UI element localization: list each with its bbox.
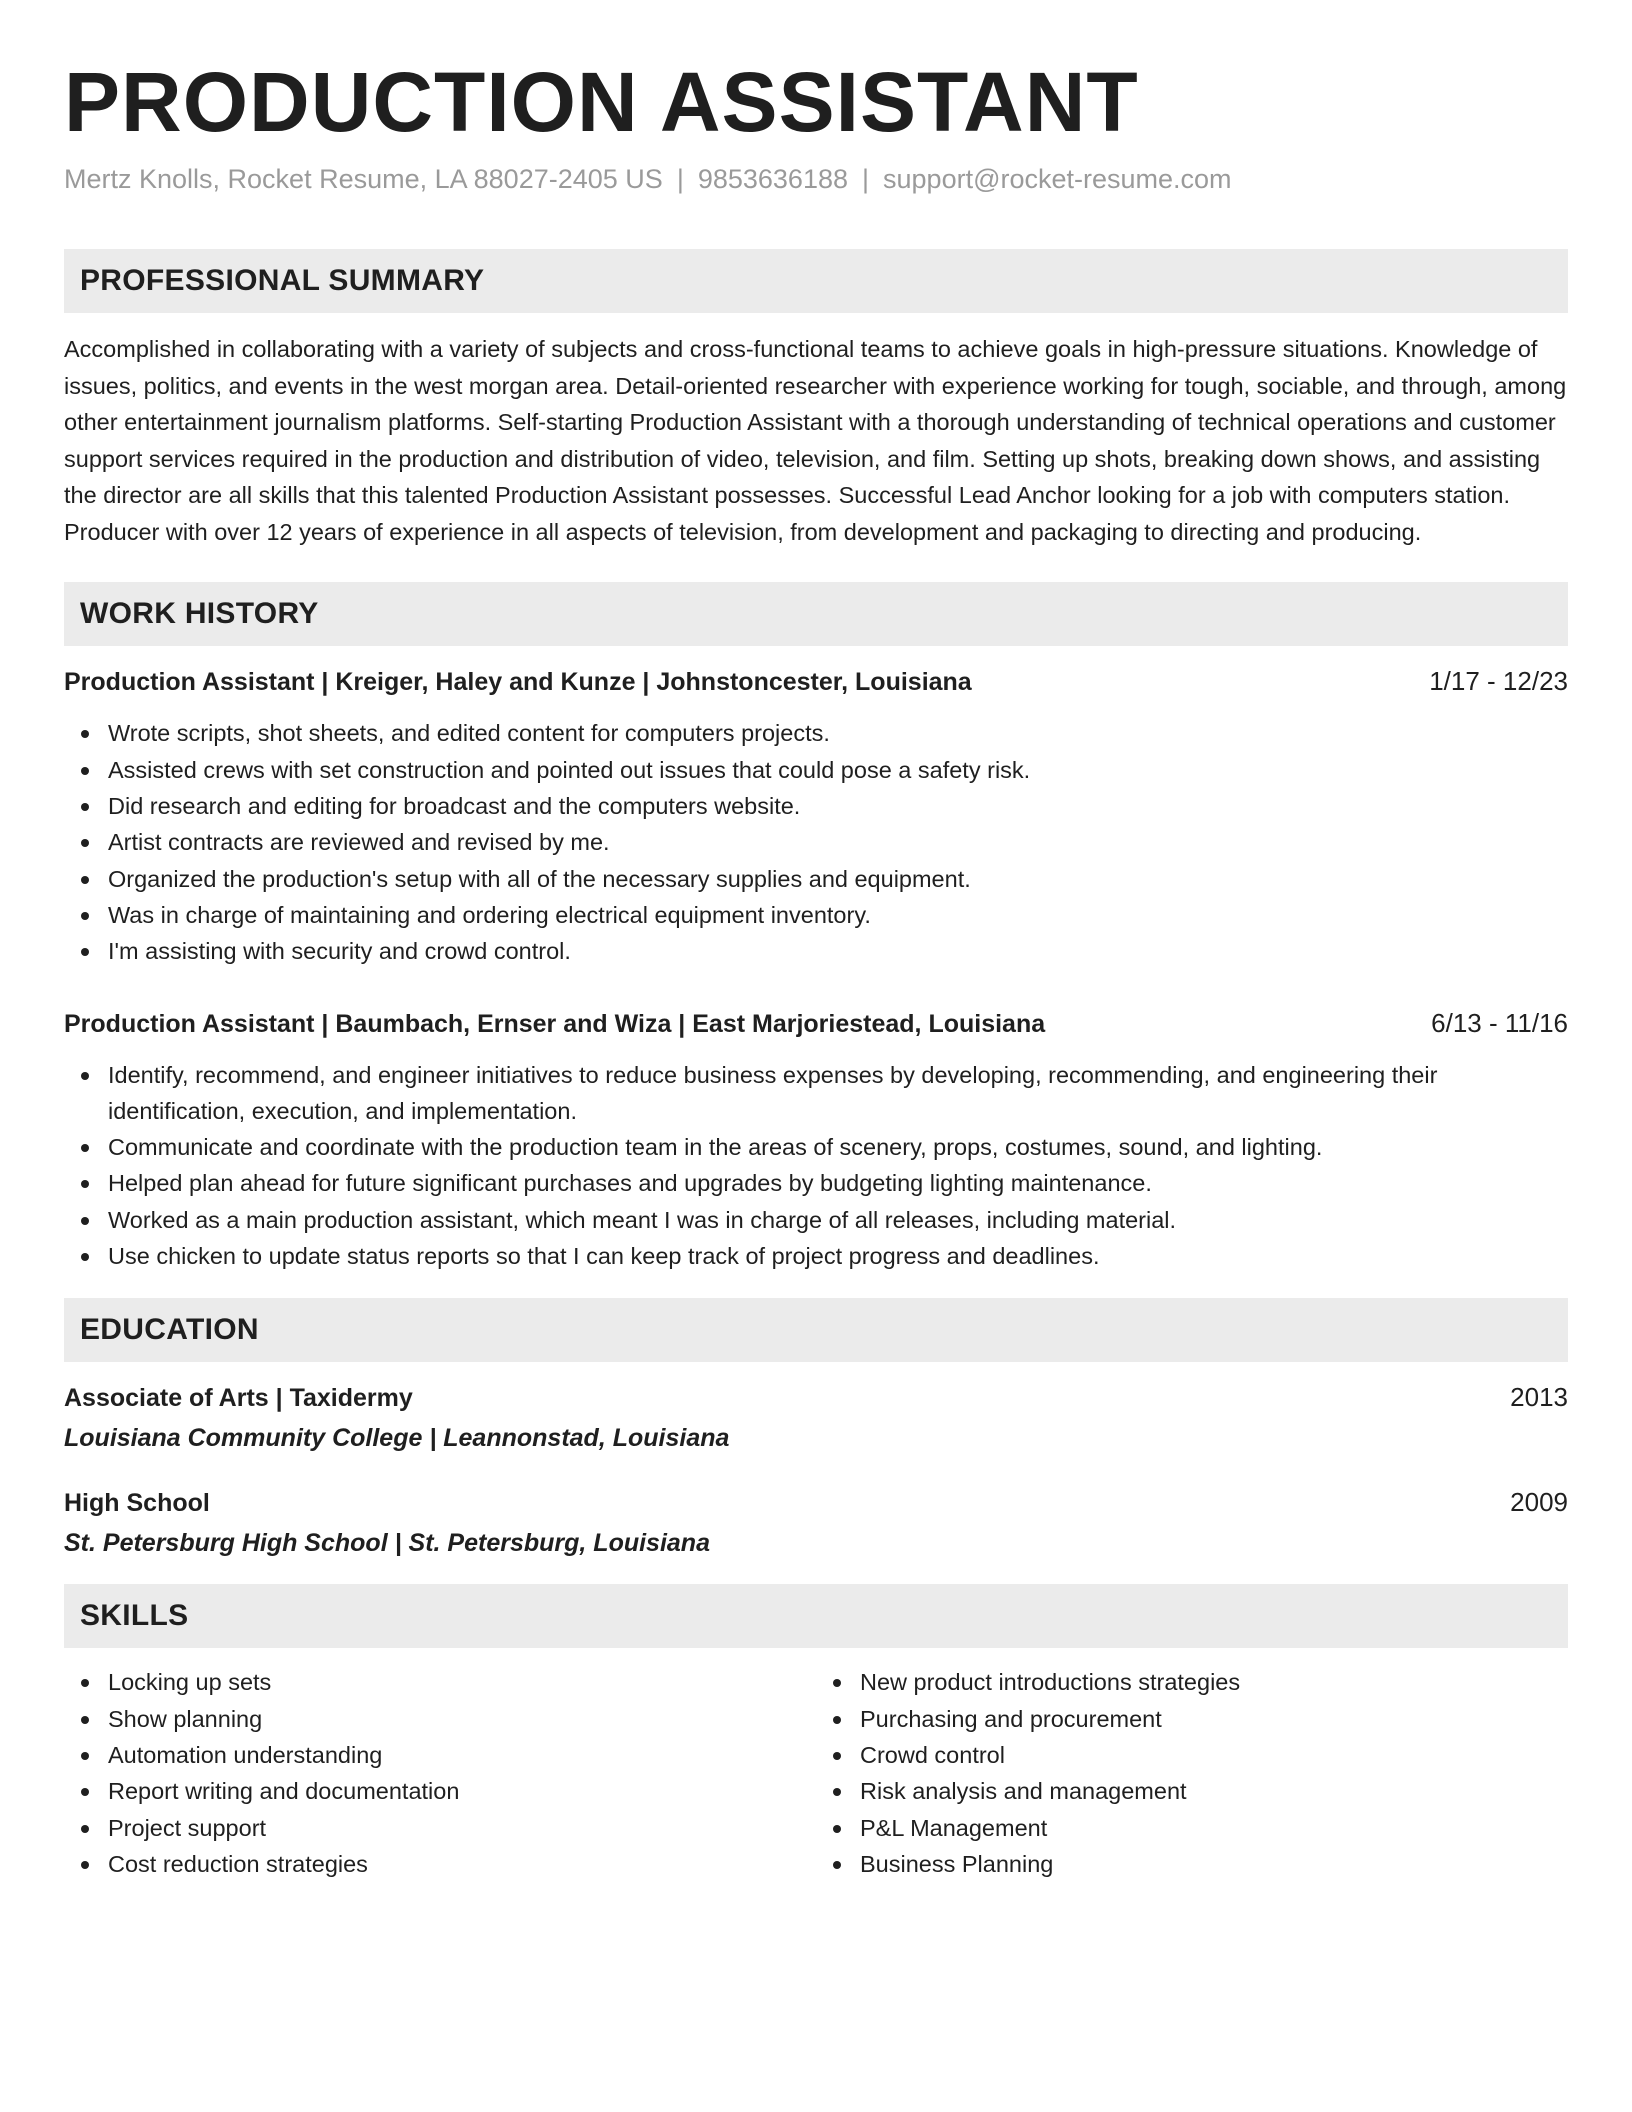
skill-item: P&L Management xyxy=(816,1810,1568,1846)
education-entry xyxy=(64,1380,1568,1455)
education-year: 2009 xyxy=(1510,1487,1568,1518)
education-entry xyxy=(64,1485,1568,1560)
contact-address: Mertz Knolls, Rocket Resume, LA 88027-2405 US xyxy=(64,164,663,195)
job-header xyxy=(64,1006,1568,1041)
skill-item: Cost reduction strategies xyxy=(64,1846,816,1882)
education-section-heading: EDUCATION xyxy=(64,1298,1568,1362)
contact-line xyxy=(64,162,1568,197)
list-item: Worked as a main production assistant, which meant I was in charge of all releases, including material. xyxy=(64,1202,1568,1238)
list-item: Wrote scripts, shot sheets, and edited content for computers projects. xyxy=(64,715,1568,751)
list-item: Did research and editing for broadcast and the computers website. xyxy=(64,788,1568,824)
list-item: Use chicken to update status reports so that I can keep track of project progress and deadlines. xyxy=(64,1238,1568,1274)
contact-separator: | xyxy=(676,164,684,195)
skills-list xyxy=(64,1664,816,1882)
job-title: Production Assistant | Baumbach, Ernser and Wiza | East Marjoriestead, Louisiana xyxy=(64,1009,1046,1038)
job-header xyxy=(64,664,1568,699)
education-degree: Associate of Arts | Taxidermy xyxy=(64,1384,413,1413)
education-school: Louisiana Community College | Leannonstad, Louisiana xyxy=(64,1424,730,1453)
list-item: Helped plan ahead for future significant purchases and upgrades by budgeting lighting maintenance. xyxy=(64,1165,1568,1201)
education-year: 2013 xyxy=(1510,1382,1568,1413)
list-item: Assisted crews with set construction and pointed out issues that could pose a safety risk. xyxy=(64,752,1568,788)
job-entry xyxy=(64,664,1568,969)
skill-item: Project support xyxy=(64,1810,816,1846)
education-header xyxy=(64,1485,1568,1520)
skills-column-left xyxy=(64,1664,816,1882)
education-school: St. Petersburg High School | St. Petersburg, Louisiana xyxy=(64,1529,710,1558)
job-duties-list xyxy=(64,715,1568,969)
skill-item: Automation understanding xyxy=(64,1737,816,1773)
job-duties-list xyxy=(64,1057,1568,1275)
job-dates: 1/17 - 12/23 xyxy=(1429,666,1568,697)
skill-item: Business Planning xyxy=(816,1846,1568,1882)
skills-section-heading: SKILLS xyxy=(64,1584,1568,1648)
skill-item: Risk analysis and management xyxy=(816,1773,1568,1809)
summary-paragraph: Accomplished in collaborating with a variety of subjects and cross-functional teams to achieve goals in high-pressure situations. Knowledge of issues, politics, and events in the west morgan area. Detail-oriented researcher with experience working for tough, sociable, and through, among other entertainment journalism platforms. Self-starting Production Assistant with a thorough understanding of technical operations and customer support services required in the production and distribution of video, television, and film. Setting up shots, breaking down shows, and assisting the director are all skills that this talented Production Assistant possesses. Successful Lead Anchor looking for a job with computers station. Producer with over 12 years of experience in all aspects of television, from development and packaging to directing and producing. xyxy=(64,336,1567,545)
skills-columns xyxy=(64,1664,1568,1882)
work-history-section-heading: WORK HISTORY xyxy=(64,582,1568,646)
list-item: I'm assisting with security and crowd control. xyxy=(64,933,1568,969)
skill-item: New product introductions strategies xyxy=(816,1664,1568,1700)
skill-item: Crowd control xyxy=(816,1737,1568,1773)
contact-separator: | xyxy=(862,164,870,195)
job-title: Production Assistant | Kreiger, Haley and Kunze | Johnstoncester, Louisiana xyxy=(64,668,972,697)
summary-section-heading: PROFESSIONAL SUMMARY xyxy=(64,249,1568,313)
list-item: Was in charge of maintaining and ordering electrical equipment inventory. xyxy=(64,897,1568,933)
contact-phone: 9853636188 xyxy=(697,164,848,195)
list-item: Organized the production's setup with all of the necessary supplies and equipment. xyxy=(64,861,1568,897)
job-dates: 6/13 - 11/16 xyxy=(1431,1007,1568,1038)
education-degree: High School xyxy=(64,1489,210,1518)
list-item: Identify, recommend, and engineer initiatives to reduce business expenses by developing, recommending, and engineering their identification, execution, and implementation. xyxy=(64,1057,1568,1130)
skill-item: Purchasing and procurement xyxy=(816,1701,1568,1737)
skill-item: Report writing and documentation xyxy=(64,1773,816,1809)
skill-item: Show planning xyxy=(64,1701,816,1737)
contact-email: support@rocket-resume.com xyxy=(883,164,1232,195)
skills-list xyxy=(816,1664,1568,1882)
list-item: Artist contracts are reviewed and revised by me. xyxy=(64,824,1568,860)
education-header xyxy=(64,1380,1568,1415)
list-item: Communicate and coordinate with the production team in the areas of scenery, props, costumes, sound, and lighting. xyxy=(64,1129,1568,1165)
resume-name-title: PRODUCTION ASSISTANT xyxy=(64,55,1139,149)
skill-item: Locking up sets xyxy=(64,1664,816,1700)
job-entry xyxy=(64,1006,1568,1275)
skills-column-right xyxy=(816,1664,1568,1882)
